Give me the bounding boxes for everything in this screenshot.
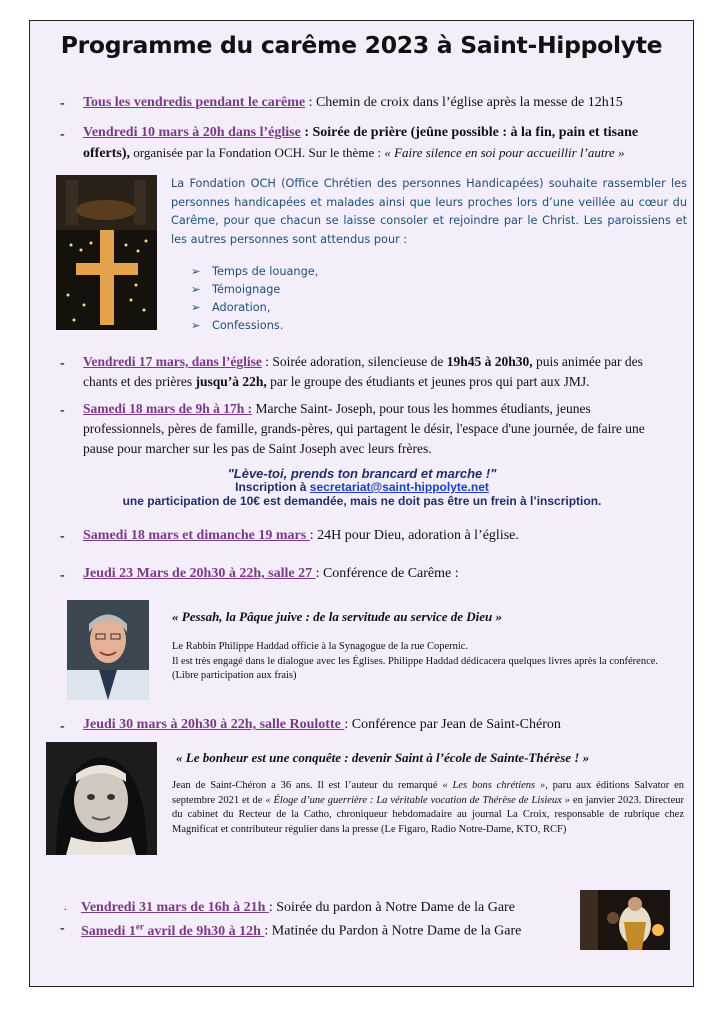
list-item: [191, 265, 318, 278]
confession-photo: [580, 890, 670, 950]
inscription-email-link[interactable]: secretariat@saint-hippolyte.net: [309, 480, 489, 494]
och-description: La Fondation OCH (Office Chrétien des personnes Handicapées) souhaite rassembler les personnes handicapées et malades ainsi que leurs proches lors d’une veillée au cœur du Carême, pour que chacun se laisse consoler et rejoindre par le Christ. Les paroissiens et les autres personnes sont attendus pour :: [171, 177, 687, 246]
event-text: : 24H pour Dieu, adoration à l’église.: [309, 528, 519, 543]
event-text: par le groupe des étudiants et jeunes pros qui part aux JMJ.: [266, 374, 590, 389]
event-text: puis animée par des chants et des prières: [83, 354, 643, 389]
date-superscript: er: [135, 921, 144, 931]
marche-quote: "Lève-toi, prends ton brancard et marche !": [227, 466, 497, 481]
event-date: Jeudi 23 Mars de 20h30 à 22h, salle 27: [83, 566, 316, 581]
event-text: : Conférence de Carême :: [315, 566, 459, 581]
bullet-dash: -: [60, 719, 65, 734]
arrow-bullet-icon: ➢: [191, 283, 201, 296]
list-item-label: Temps de louange,: [212, 265, 319, 278]
event-theme: « Faire silence en soi pour accueillir l’autre »: [384, 145, 625, 160]
list-item-label: Confessions.: [212, 319, 284, 332]
event-text: : Conférence par Jean de Saint-Chéron: [344, 717, 561, 732]
event-conference-saint-cheron: [83, 715, 673, 735]
event-text: organisée par la Fondation OCH. Sur le thème :: [130, 145, 385, 160]
event-date: Samedi 18 mars de 9h à 17h :: [83, 401, 253, 416]
list-item: [191, 319, 283, 332]
conference-1-description: [172, 640, 692, 684]
event-highlight: jusqu’à 22h,: [195, 374, 267, 389]
description-line: Le Rabbin Philippe Haddad officie à la Synagogue de la rue Copernic.: [172, 641, 469, 652]
marche-inscription: [100, 480, 624, 494]
description-line: (Libre participation aux frais): [172, 670, 297, 681]
rabbi-haddad-photo: [67, 600, 149, 700]
event-date: Vendredi 10 mars à 20h dans l’église: [83, 125, 301, 140]
event-conference-careme: [83, 564, 673, 584]
sainte-therese-photo: [46, 742, 157, 855]
event-marche-saint-joseph: [83, 399, 673, 459]
event-text: : Matinée du Pardon à Notre Dame de la Gare: [264, 923, 522, 939]
bullet-dash: -: [60, 529, 65, 544]
event-date: Samedi 18 mars et dimanche 19 mars: [83, 528, 310, 543]
book-title: « Éloge d’une guerrière : La véritable vocation de Thérèse de Lisieux »: [265, 794, 570, 806]
event-soiree-priere: [83, 123, 673, 164]
event-date: [81, 921, 265, 939]
arrow-bullet-icon: ➢: [191, 301, 201, 314]
bullet-dash: -: [60, 127, 65, 142]
event-chemin-de-croix: [83, 93, 673, 113]
bullet-dot: .: [64, 902, 67, 913]
bullet-dash: -: [60, 568, 65, 583]
conference-2-description: [172, 779, 684, 837]
book-title: « Les bons chrétiens »: [442, 780, 546, 791]
bullet-dash: -: [60, 356, 65, 371]
list-item-label: Adoration,: [212, 301, 271, 314]
arrow-bullet-icon: ➢: [191, 319, 201, 332]
event-text: Marche Saint- Joseph, pour tous les hommes étudiants, jeunes professionnels, pères de famille, grands-pères, qui partagent le désir, l'espace d'une journée, de faire une pause pour marcher sur les pas de Saint Joseph avec leurs frères.: [83, 401, 645, 456]
bullet-dash: -: [60, 403, 65, 418]
description-text: Jean de Saint-Chéron a 36 ans. Il est l’auteur du remarqué: [172, 780, 443, 791]
bullet-dash: -: [60, 921, 65, 936]
event-highlight: Soirée de prière (jeûne possible : à la fin, pain et tisane offerts),: [83, 125, 639, 161]
conference-2-title: « Le bonheur est une conquête : devenir Saint à l’école de Sainte-Thérèse ! »: [176, 750, 590, 765]
marche-participation: une participation de 10€ est demandée, mais ne doit pas être un frein à l’inscription.: [122, 494, 602, 508]
event-highlight: 19h45 à 20h30,: [446, 354, 533, 369]
list-item: [191, 301, 270, 314]
date-text: Samedi 1: [81, 923, 136, 939]
separator: :: [300, 125, 313, 140]
bullet-dash: -: [60, 96, 65, 111]
event-text: : Chemin de croix dans l’église après la messe de 12h15: [305, 95, 623, 110]
och-candles-photo: [56, 175, 157, 330]
page-title: Programme du carême 2023 à Saint-Hippolyte: [60, 31, 663, 59]
event-date: Vendredi 17 mars, dans l’église: [83, 354, 262, 369]
conference-1-title: « Pessah, la Pâque juive : de la servitude au service de Dieu »: [172, 609, 503, 624]
event-date: Jeudi 30 mars à 20h30 à 22h, salle Roulotte: [83, 717, 345, 732]
event-text: : Soirée adoration, silencieuse de: [261, 354, 447, 369]
event-24h-pour-dieu: [83, 526, 673, 546]
list-item: [191, 283, 280, 296]
event-date: Tous les vendredis pendant le carême: [83, 95, 306, 110]
inscription-label: Inscription à: [235, 480, 310, 494]
event-soiree-adoration: [83, 352, 673, 392]
event-date: Vendredi 31 mars de 16h à 21h: [81, 900, 269, 915]
description-line: Il est très engagé dans le dialogue avec les Églises. Philippe Haddad dédicacera quelques livres après la conférence.: [172, 655, 659, 667]
list-item-label: Témoignage: [212, 283, 281, 296]
arrow-bullet-icon: ➢: [191, 265, 201, 278]
description-text: , paru aux éditions Salvator en septembre 2021 et de: [172, 780, 684, 806]
description-text: en janvier 2023. Directeur du cabinet du Recteur de la Catho, chroniqueur hebdomadaire au journal La Croix, responsable de rubrique chez Magnificat et contributeur régulier dans la presse (Le Figaro, Radio Notre-Dame, KTO, RCF): [172, 794, 684, 835]
event-text: : Soirée du pardon à Notre Dame de la Gare: [268, 900, 515, 915]
date-text: avril de 9h30 à 12h: [143, 923, 265, 939]
